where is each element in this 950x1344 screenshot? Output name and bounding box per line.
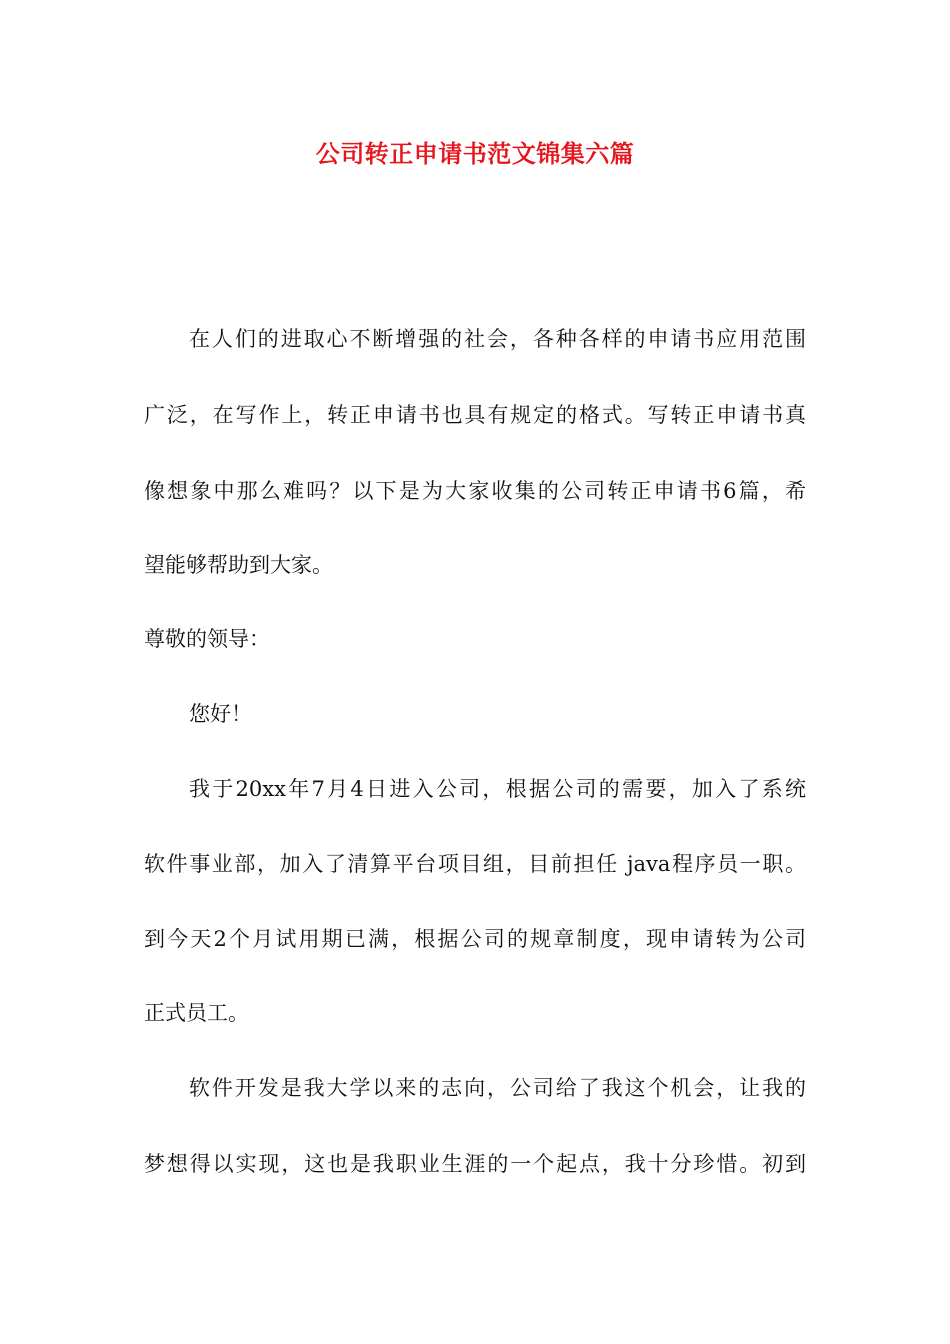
text-line: 我于20xx年7月4日进入公司，根据公司的需要，加入了系统 [189,777,806,801]
text-line: 软件开发是我大学以来的志向，公司给了我这个机会，让我的 [189,1076,806,1100]
text-line: 像想象中那么难吗？以下是为大家收集的公司转正申请书6篇，希 [144,479,806,503]
greeting: 您好！ [189,702,252,726]
text-line: 在人们的进取心不断增强的社会，各种各样的申请书应用范围 [189,327,806,351]
text-line: 正式员工。 [144,1001,249,1025]
text-line: 软件事业部，加入了清算平台项目组，目前担任 java程序员一职。 [144,852,806,876]
text-line: 到今天2个月试用期已满，根据公司的规章制度，现申请转为公司 [144,927,806,951]
document-title: 公司转正申请书范文锦集六篇 [315,140,635,168]
text-line: 梦想得以实现，这也是我职业生涯的一个起点，我十分珍惜。初到 [144,1152,806,1176]
text-line: 望能够帮助到大家。 [144,553,333,577]
salutation: 尊敬的领导： [144,627,270,651]
text-line: 广泛，在写作上，转正申请书也具有规定的格式。写转正申请书真 [144,403,806,427]
